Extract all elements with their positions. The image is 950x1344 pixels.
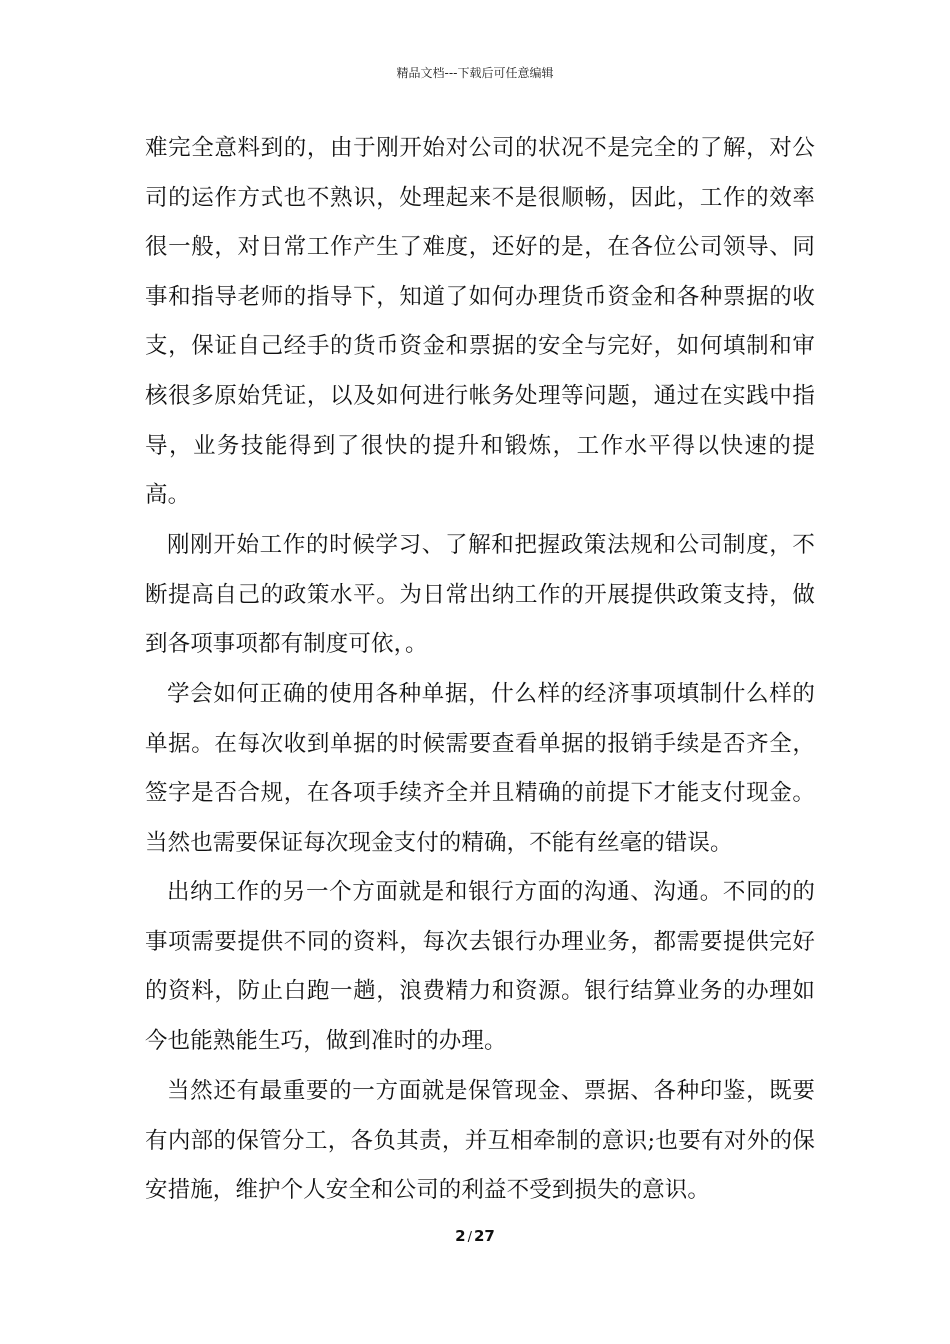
page-number [0, 1226, 950, 1248]
total-pages: 27 [473, 1227, 495, 1245]
body-paragraph-3: 学会如何正确的使用各种单据，什么样的经济事项填制什么样的单据。在每次收到单据的时候需要查看单据的报销手续是否齐全，签字是否合规，在各项手续齐全并且精确的前提下才能支付现金。当然也需要保证每次现金支付的精确，不能有丝毫的错误。 [145, 681, 815, 856]
document-header: 精品文档---下载后可任意编辑 [396, 66, 554, 80]
body-paragraph-2: 刚刚开始工作的时候学习、了解和把握政策法规和公司制度，不断提高自己的政策水平。为日常出纳工作的开展提供政策支持，做到各项事项都有制度可依，。 [145, 532, 815, 658]
page-separator: / [467, 1230, 472, 1245]
body-paragraph-4: 出纳工作的另一个方面就是和银行方面的沟通、沟通。不同的的事项需要提供不同的资料，每次去银行办理业务，都需要提供完好的资料，防止白跑一趟，浪费精力和资源。银行结算业务的办理如今也能熟能生巧，做到准时的办理。 [145, 879, 815, 1054]
current-page: 2 [455, 1227, 466, 1245]
body-paragraph-1: 难完全意料到的，由于刚开始对公司的状况不是完全的了解，对公司的运作方式也不熟识，处理起来不是很顺畅，因此，工作的效率很一般，对日常工作产生了难度，还好的是，在各位公司领导、同事和指导老师的指导下，知道了如何办理货币资金和各种票据的收支，保证自己经手的货币资金和票据的安全与完好，如何填制和审核很多原始凭证，以及如何进行帐务处理等问题，通过在实践中指导，业务技能得到了很快的提升和锻炼，工作水平得以快速的提高。 [145, 135, 815, 509]
body-paragraph-5: 当然还有最重要的一方面就是保管现金、票据、各种印鉴，既要有内部的保管分工，各负其责，并互相牵制的意识;也要有对外的保安措施，维护个人安全和公司的利益不受到损失的意识。 [145, 1078, 815, 1204]
